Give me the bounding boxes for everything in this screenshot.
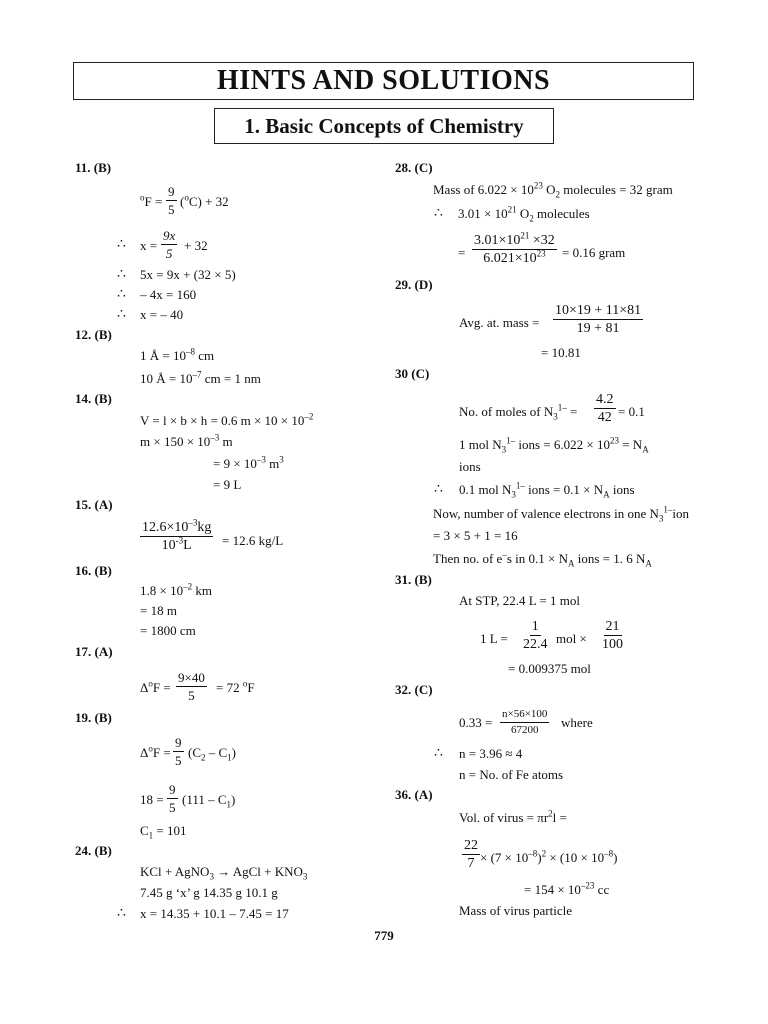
q16-line1: $1.8 \times 10^{-2}$ km <box>140 581 212 598</box>
header-box <box>73 62 694 100</box>
q24-label: 24. (B) <box>75 843 112 858</box>
page-number: 779 <box>374 928 394 943</box>
therefore-symbol: ∴ <box>117 287 126 302</box>
q15-frac: $\frac{12.6\times 10^{-3}kg}{10^{-3}L}$ <box>142 517 212 553</box>
q32-line3: n = No. of Fe atoms <box>459 767 564 782</box>
q30-line1: No. of moles of $N_3^{1-}$ = <box>459 402 578 422</box>
q11-label: 11. (B) <box>75 160 112 175</box>
chapter-title: 1. Basic Concepts of Chemistry <box>244 113 524 138</box>
q30-line7: Then no. of e–s in $0.1 \times N_A$ ions = 1. 6 $N_A$ <box>433 549 652 569</box>
q32-label: 32. (C) <box>395 682 433 697</box>
q36-label: 36. (A) <box>395 787 433 802</box>
q19-frac2: $\frac{9}{5}$ <box>169 782 176 815</box>
q12-label: 12. (B) <box>75 327 112 342</box>
q16-line2: = 18 m <box>140 603 177 618</box>
q19-line1-lhs: $\Delta^oF$ = <box>140 743 171 760</box>
q31-frac2: $\frac{21}{100}$ <box>602 619 623 652</box>
therefore-symbol: ∴ <box>117 906 126 921</box>
q14-label: 14. (B) <box>75 391 112 406</box>
q31-line1: At STP, 22.4 L = 1 mol <box>459 593 580 608</box>
chapter-box <box>214 108 554 144</box>
q19-label: 19. (B) <box>75 710 112 725</box>
q11-line5: x = – 40 <box>140 307 184 322</box>
q19-line2-rhs: $(111 - C_1)$ <box>182 792 236 810</box>
q24-line3: x = 14.35 + 10.1 – 7.45 = 17 <box>140 906 289 921</box>
q30-line4: 0.1 mol $N_3^{1-}$ ions = $0.1 \times N_A$ ions <box>459 480 635 500</box>
q29-line2: = 10.81 <box>541 345 581 360</box>
q14-line4: = 9 L <box>213 477 242 492</box>
q36-frac: $\frac{22}{7}$ <box>464 838 478 871</box>
q28-line2: $3.01 \times 10^{21}$ $O_2$ molecules <box>458 204 590 224</box>
q30-frac: $\frac{4.2}{42}$ <box>596 392 614 425</box>
q29-frac: $\frac{10\times 19 + 11\times 81}{19 + 81}$ <box>555 303 642 336</box>
q11-line1-rest: ($^o$C) + 32 <box>180 192 229 209</box>
q24-line2: 7.45 g ‘x’ g 14.35 g 10.1 g <box>140 885 278 900</box>
q19-line3: $C_1 = 101$ <box>140 823 187 841</box>
therefore-symbol: ∴ <box>117 237 126 252</box>
q30-line3: ions <box>459 459 481 474</box>
q30-line1-rest: = 0.1 <box>618 404 645 419</box>
q11-line4: – 4x = 160 <box>140 287 197 302</box>
equals-sign: = <box>458 245 466 260</box>
q17-result: = 72 $^o$F <box>216 678 255 695</box>
q11-frac2: $\frac{9x}{5}$ <box>163 228 176 261</box>
q36-line2: × $(7 \times 10^{-8})^2 \times (10 \times 10^{-8})$ <box>480 848 618 865</box>
q31-line3: = 0.009375 mol <box>508 661 591 676</box>
q15-label: 15. (A) <box>75 497 113 512</box>
q36-line4: Mass of virus particle <box>459 903 573 918</box>
q11-line2-rest: + 32 <box>184 238 208 253</box>
q31-line2-mid: mol × <box>556 631 587 646</box>
q19-line2-lhs: 18 = <box>140 792 164 807</box>
q12-line2: 10 Å = $10^{-7}$ cm = 1 nm <box>140 369 261 386</box>
q15-result: = 12.6 kg/L <box>222 533 284 548</box>
q31-label: 31. (B) <box>395 572 432 587</box>
q14-line1: V = l × b × h = 0.6 $m \times 10 \times 10^{-2}$ <box>140 411 314 428</box>
q30-line6: = 3 × 5 + 1 = 16 <box>433 528 518 543</box>
q17-lhs: $\Delta^oF$ = <box>140 678 171 695</box>
q28-label: 28. (C) <box>395 160 433 175</box>
q36-line1: Vol. of virus = $\pi r^2l$ = <box>459 808 567 825</box>
q28-line1: Mass of $6.022 \times 10^{23}$ $O_2$ molecules = 32 gram <box>433 180 673 200</box>
therefore-symbol: ∴ <box>434 482 443 497</box>
q30-line5: Now, number of valence electrons in one $N_3^{1-}ion$ <box>433 504 689 524</box>
q28-frac: $\frac{3.01\times 10^{21} \times 32}{6.021\times 10^{23}}$ <box>474 230 555 266</box>
q17-label: 17. (A) <box>75 644 113 659</box>
q30-label: 30 (C) <box>395 366 430 381</box>
q24-line1: KCl + AgNO$_3$ → AgCl + $KNO_3$ <box>140 864 308 882</box>
q14-line3: = $9 \times 10^{-3}$ $m^3$ <box>213 454 284 471</box>
q11-line2: x = <box>140 238 158 253</box>
therefore-symbol: ∴ <box>434 206 443 221</box>
q32-frac: $\frac{n\times 56\times 100}{67200}$ <box>502 708 548 736</box>
q19-frac1: $\frac{9}{5}$ <box>175 735 182 768</box>
q32-line2: n = 3.96 ≈ 4 <box>459 746 523 761</box>
q19-line1-rhs: $(C_2 - C_1)$ <box>188 745 237 763</box>
q11-line1: $^o$F = <box>140 192 163 209</box>
q31-frac1: $\frac{1}{22.4}$ <box>523 619 548 652</box>
q12-line1: 1 Å = $10^{-8}$ cm <box>140 346 215 363</box>
q11-line3: 5x = 9x + (32 × 5) <box>140 267 236 282</box>
therefore-symbol: ∴ <box>434 746 443 761</box>
q29-label: 29. (D) <box>395 277 433 292</box>
q16-label: 16. (B) <box>75 563 112 578</box>
q36-line3: = $154 \times 10^{-23}$ cc <box>524 880 610 897</box>
therefore-symbol: ∴ <box>117 267 126 282</box>
q30-line2: 1 mol $N_3^{1-}$ ions = $6.022 \times 10^{23} = N_A$ <box>459 435 649 455</box>
q32-line1-lhs: 0.33 = <box>459 715 493 730</box>
q29-line1: Avg. at. mass = <box>459 315 540 330</box>
q16-line3: = 1800 cm <box>140 623 196 638</box>
q32-line1-rest: where <box>561 715 593 730</box>
page-title: HINTS AND SOLUTIONS <box>216 65 551 96</box>
q17-frac: $\frac{9\times 40}{5}$ <box>178 670 205 703</box>
q28-result: = 0.16 gram <box>562 245 626 260</box>
q11-frac1: $\frac{9}{5}$ <box>168 184 175 217</box>
q14-line2: $m \times 150 \times 10^{-3}$ m <box>140 432 233 449</box>
therefore-symbol: ∴ <box>117 307 126 322</box>
q31-line2-lhs: 1 L = <box>480 631 508 646</box>
